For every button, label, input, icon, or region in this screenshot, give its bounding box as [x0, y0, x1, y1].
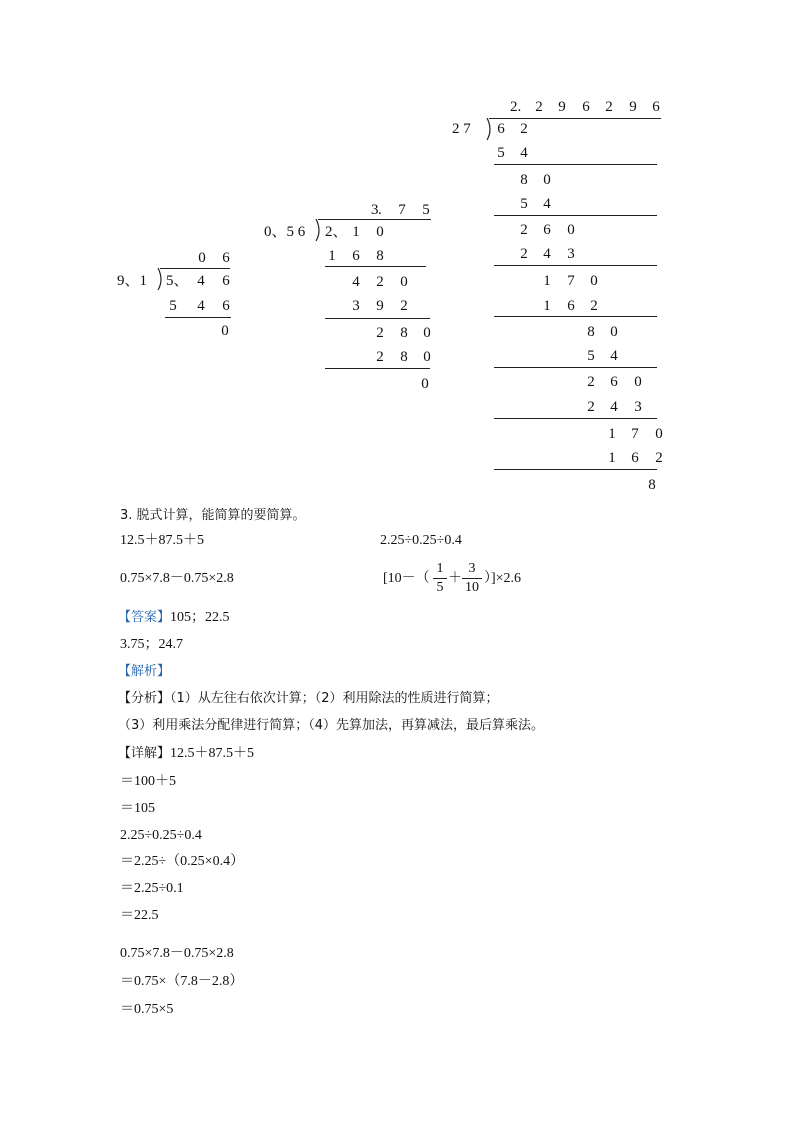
analysis-label: 【解析】 [118, 664, 171, 679]
subtraction-line [165, 317, 231, 318]
step-digit: 0 [610, 324, 618, 340]
divisor: 0、5 6 [264, 224, 306, 240]
subtraction-line [325, 368, 430, 369]
step-digit: 4 [610, 399, 618, 415]
quotient-digit: 6 [652, 99, 660, 115]
answer-values-2: 3.75；24.7 [120, 637, 183, 652]
step-digit: 2 [400, 298, 408, 314]
subtraction-line [494, 469, 657, 470]
problem-3: 0.75×7.8－0.75×2.8 [120, 571, 234, 586]
denominator: 5 [436, 580, 444, 595]
dividend-digit: 2、 [325, 224, 348, 240]
step-digit: 4 [543, 246, 551, 262]
subtraction-line [494, 316, 657, 317]
step-digit: 2 [520, 246, 528, 262]
step-digit: 5 [497, 145, 505, 161]
step-digit: 4 [197, 298, 205, 314]
step-digit: 6 [543, 222, 551, 238]
step-digit: 1 [608, 450, 616, 466]
step-digit: 5 [520, 196, 528, 212]
step-digit: 8 [400, 325, 408, 341]
step-digit: 8 [376, 248, 384, 264]
quotient-digit: 0 [198, 250, 206, 266]
fraction-one-fifth [433, 561, 447, 596]
analysis-fenxi-2: （3）利用乘法分配律进行简算；（4）先算加法，再算减法，最后算乘法。 [118, 718, 545, 733]
step-digit: 2 [376, 349, 384, 365]
step-digit: 0 [567, 222, 575, 238]
step-digit: 0 [423, 325, 431, 341]
detail-label: 【详解】 [118, 746, 171, 761]
division-bar [160, 268, 230, 269]
quotient-digit: 3 [371, 202, 379, 218]
problem-4-suffix: ）]×2.6 [484, 571, 522, 586]
dividend-digit: 1 [352, 224, 360, 240]
subtraction-line [494, 367, 657, 368]
step-digit: 3 [634, 399, 642, 415]
quotient-digit: 7 [398, 202, 406, 218]
subtraction-line [494, 215, 657, 216]
subtraction-line [325, 318, 430, 319]
step-digit: 0 [634, 374, 642, 390]
step-digit: 0 [400, 274, 408, 290]
step-digit: 6 [352, 248, 360, 264]
step-digit: 6 [222, 298, 230, 314]
fraction-bar [462, 578, 482, 579]
step-digit: 4 [543, 196, 551, 212]
answer-values-1: 105；22.5 [170, 610, 230, 625]
step-digit: 2 [587, 374, 595, 390]
problem-2: 2.25÷0.25÷0.4 [380, 533, 462, 548]
problem-4-prefix: [10－（ [383, 571, 430, 586]
step-digit: 0 [543, 172, 551, 188]
numerator: 3 [468, 561, 476, 576]
quotient-digit: 6 [582, 99, 590, 115]
dividend-digit: 4 [197, 273, 205, 289]
subtraction-line [325, 266, 426, 267]
detail-step: ＝105 [120, 801, 155, 816]
fenxi-label: 【分析】 [118, 691, 171, 706]
remainder: 0 [221, 323, 229, 339]
dividend-digit: 2 [520, 121, 528, 137]
division-bar [489, 118, 661, 119]
division-bar [318, 219, 431, 220]
step-digit: 2 [587, 399, 595, 415]
subtraction-line [494, 265, 657, 266]
step-digit: 2 [520, 222, 528, 238]
answer-line-1 [118, 608, 230, 628]
quotient-decimal-point: . [378, 202, 382, 218]
step-digit: 2 [376, 325, 384, 341]
quotient-digit: 9 [558, 99, 566, 115]
step-digit: 6 [610, 374, 618, 390]
dividend-digit: 0 [376, 224, 384, 240]
step-digit: 1 [608, 426, 616, 442]
answer-label: 【答案】 [118, 610, 171, 625]
step-digit: 4 [610, 348, 618, 364]
quotient-digit: 6 [222, 250, 230, 266]
quotient-digit: 2 [535, 99, 543, 115]
step-digit: 3 [352, 298, 360, 314]
step-digit: 4 [352, 274, 360, 290]
step-digit: 9 [376, 298, 384, 314]
fraction-three-tenths [462, 561, 482, 596]
step-digit: 2 [590, 298, 598, 314]
detail-step: 12.5＋87.5＋5 [170, 746, 255, 761]
detail-step: ＝2.25÷0.1 [120, 881, 184, 896]
step-digit: 6 [631, 450, 639, 466]
step-digit: 7 [567, 273, 575, 289]
fenxi-text-1: （1）从左往右依次计算；（2）利用除法的性质进行简算； [170, 691, 499, 706]
step-digit: 8 [400, 349, 408, 365]
quotient-digit: 2. [510, 99, 522, 115]
step-digit: 8 [520, 172, 528, 188]
step-digit: 0 [423, 349, 431, 365]
detail-step: ＝2.25÷（0.25×0.4） [120, 854, 245, 869]
division-bracket [156, 268, 166, 292]
quotient-digit: 2 [605, 99, 613, 115]
dividend-digit: 5、 [166, 273, 189, 289]
quotient-digit: 5 [422, 202, 430, 218]
detail-step: 2.25÷0.25÷0.4 [120, 828, 202, 843]
subtraction-line [494, 164, 657, 165]
detail-step: ＝100＋5 [120, 774, 176, 789]
dividend-digit: 6 [222, 273, 230, 289]
detail-step: ＝22.5 [120, 908, 159, 923]
fraction-bar [433, 578, 447, 579]
step-digit: 6 [567, 298, 575, 314]
step-digit: 5 [169, 298, 177, 314]
step-digit: 2 [376, 274, 384, 290]
step-digit: 3 [567, 246, 575, 262]
step-digit: 1 [328, 248, 336, 264]
division-bracket [314, 219, 324, 243]
plus-sign: ＋ [448, 571, 462, 586]
step-digit: 1 [543, 298, 551, 314]
remainder: 8 [648, 477, 656, 493]
numerator: 1 [436, 561, 444, 576]
step-digit: 4 [520, 145, 528, 161]
detail-step: ＝0.75×5 [120, 1002, 174, 1017]
step-digit: 5 [587, 348, 595, 364]
dividend-digit: 6 [497, 121, 505, 137]
question-title: 3. 脱式计算，能简算的要简算。 [120, 508, 306, 523]
step-digit: 1 [543, 273, 551, 289]
detail-step: ＝0.75×（7.8－2.8） [120, 974, 244, 989]
detail-line-1 [118, 744, 254, 764]
remainder: 0 [421, 376, 429, 392]
analysis-fenxi-1 [118, 689, 499, 709]
denominator: 10 [465, 580, 479, 595]
subtraction-line [494, 418, 657, 419]
quotient-digit: 9 [629, 99, 637, 115]
step-digit: 7 [631, 426, 639, 442]
step-digit: 8 [587, 324, 595, 340]
step-digit: 0 [590, 273, 598, 289]
problem-1: 12.5＋87.5＋5 [120, 533, 204, 548]
divisor: 9、1 [117, 273, 148, 289]
step-digit: 0 [655, 426, 663, 442]
divisor: 2 7 [452, 121, 471, 137]
detail-step: 0.75×7.8－0.75×2.8 [120, 946, 234, 961]
step-digit: 2 [655, 450, 663, 466]
